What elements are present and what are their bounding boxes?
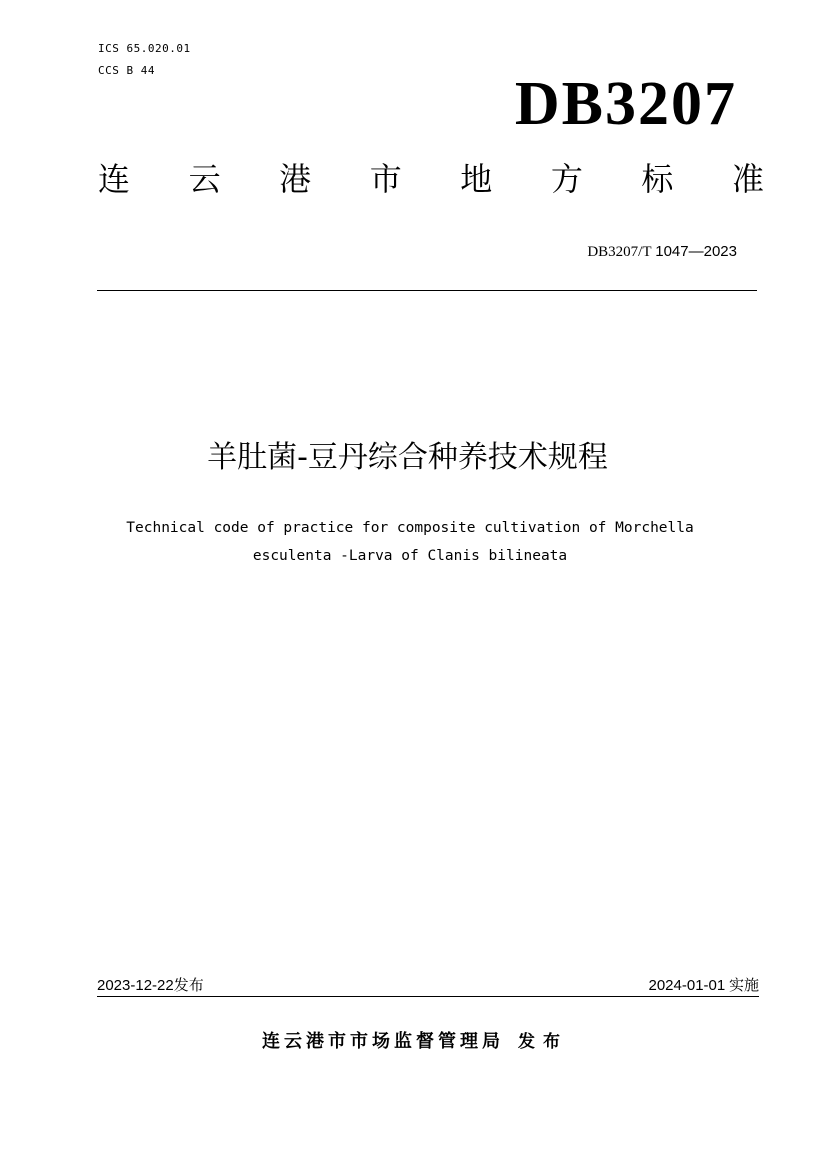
implement-date: 2024-01-01 [648, 977, 726, 994]
standard-type-heading [98, 158, 764, 200]
issuer-action: 发布 [518, 1032, 568, 1052]
standard-type-char: 云 [188, 160, 221, 198]
standard-number-prefix: DB3207/T [587, 244, 652, 260]
chinese-title: 羊肚菌-豆丹综合种养技术规程 [207, 440, 608, 475]
footer-divider [97, 996, 759, 997]
implement-date-line [649, 975, 760, 996]
standard-type-char: 标 [641, 160, 674, 198]
standard-type-char: 地 [460, 160, 493, 198]
standard-type-char: 港 [279, 160, 312, 198]
header-divider [97, 290, 757, 291]
release-label: 发布 [173, 976, 204, 994]
ics-code: ICS 65.020.01 [98, 42, 191, 55]
english-title: Technical code of practice for composite cultivation of Morchella esculenta -Larva of Clanis bilineata [126, 520, 694, 564]
standard-type-char: 方 [550, 160, 583, 198]
standard-number-value: 1047—2023 [655, 243, 737, 260]
issuer-name: 连云港市市场监督管理局 [262, 1031, 504, 1052]
standard-code-logo: DB3207 [514, 70, 737, 138]
standard-number [587, 242, 737, 262]
issuer-line [262, 1029, 568, 1055]
release-date-line [97, 975, 204, 996]
standard-type-char: 连 [98, 160, 131, 198]
standard-type-char: 市 [369, 160, 402, 198]
standard-type-char: 准 [731, 160, 764, 198]
implement-label: 实施 [728, 976, 759, 994]
ccs-code: CCS B 44 [98, 64, 155, 77]
release-date: 2023-12-22 [97, 977, 174, 994]
